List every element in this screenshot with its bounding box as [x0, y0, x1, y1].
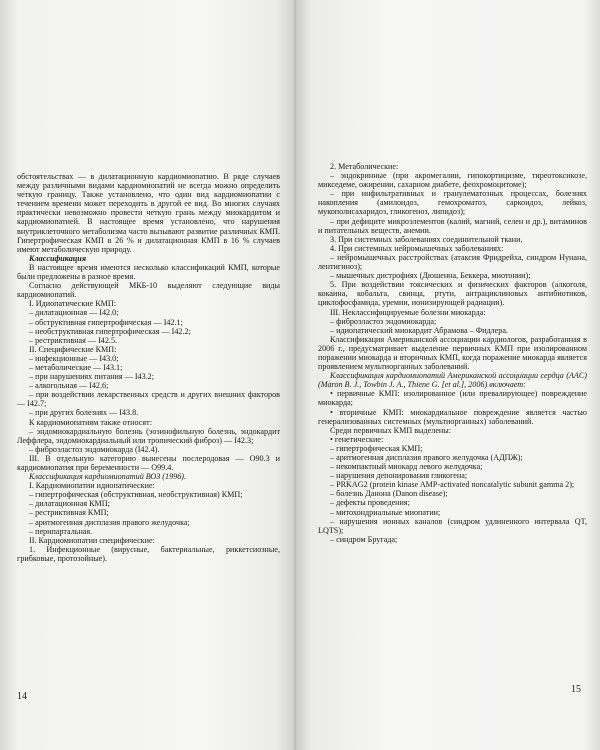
list-item: – фиброэластоз эндомиокарда (I42.4). [29, 444, 160, 454]
list-item: 5. При воздействии токсических и физических факторов (алкоголя, кокаина, кобальта, свинца, ртути, антрациклиновых антибиотиков, циклофосфамида, уремии, ионизирующей радиации). [318, 280, 587, 308]
list-item: – аритмогенная дисплазия правого желудочка (АДПЖ); [330, 453, 523, 462]
list-item: – необструктивная гипертрофическая — I42.2; [29, 326, 191, 336]
left-page [0, 0, 296, 750]
list-item: II. Кардиомиопатии специфические: [29, 535, 155, 545]
list-item: – дилатационная — I42.0; [29, 308, 119, 318]
list-item: • вторичные КМП: миокардиальное повреждение является частью генерализованных системных (мультиорганных) заболеваний. [318, 407, 587, 426]
list-item: – PRKAG2 (protein kinase AMP-activated noncatalytic subunit gamma 2); [330, 480, 575, 490]
list-item: – рестриктивная КМП; [29, 508, 109, 518]
list-item: – гипертрофическая КМП; [330, 443, 423, 453]
list-item: – при нарушениях питания — I43.2; [29, 372, 155, 382]
list-item: 1. Инфекционные (вирусные, бактериальные, риккетсиозные, грибковые, протозойные). [17, 544, 280, 563]
list-item: – дефекты проведения; [330, 498, 410, 508]
list-item: • генетические: [330, 434, 384, 444]
list-item: – эндокринные (при акромегалии, гипокортицизме, тиреотоксикозе, микседеме, ожирении, сахарном диабете, феохромоцитоме); [318, 171, 587, 190]
section-heading: Классификация [29, 253, 87, 263]
intro-paragraph: обстоятельствах — в дилатационную кардиомиопатию. В ряде случаев между различными видами кардиомиопатий не всегда можно определить четкую границу. Также установлено, что один вид кардиомиопатии с течением времени может переходить в другой ее вид. Во многих случаях практически невозможно провести четкую грань между миокардитом и кардиомиопатией. В настоящее время установлено, что нарушения внутриклеточного метаболизма часто вызывают развитие различных КМП. Гипертрофическая КМП в 26 % и дилатационная КМП в 16 % случаев имеют метаболическую природу. [17, 172, 280, 254]
list-item: – при воздействии лекарственных средств и других внешних факторов — I42.7; [17, 390, 280, 409]
list-item: – болезнь Данона (Danon disease); [330, 489, 448, 499]
page-number: 14 [17, 691, 27, 702]
page-number: 15 [571, 684, 581, 695]
list-item: – нарушения ионных каналов (синдром удлиненного интервала QT, LQTS); [318, 516, 587, 535]
paragraph: Классификация Американской ассоциации кардиологов, разработанная в 2006 г., предусматривает выделение первичных КМП при изолированном поражении миокарда и вторичных КМП, когда поражение миокарда является проявлением мультиорганных заболеваний. [318, 334, 587, 372]
list-item: Среди первичных КМП выделены: [330, 425, 451, 435]
list-item: – инфекционные — I43.0; [29, 353, 119, 363]
list-item: • первичные КМП: изолированное (или превалирующее) повреждение миокарда; [318, 389, 587, 408]
list-item: – при инфильтративных и гранулематозных процессах, болезнях накопления (амилоидоз, гемохроматоз, саркоидоз, лейкоз, мукополисахаридоз, гликогеноз, липидоз); [318, 189, 587, 217]
list-item: – алкогольная — I42.6; [29, 381, 109, 391]
paragraph: Согласно действующей МКБ-10 выделяют следующие виды кардиомиопатий. [17, 281, 280, 300]
list-item: III. Неклассифицируемые болезни миокарда: [330, 307, 486, 317]
list-item: – метаболические — I43.1; [29, 362, 123, 372]
list-item: – мышечных дистрофиях (Дюшенна, Беккера, миотонии); [330, 271, 531, 281]
list-item: К кардиомиопатиям также относят: [29, 417, 152, 427]
list-item: – синдром Бругада; [330, 534, 398, 544]
list-item: I. Идиопатические КМП: [29, 299, 117, 309]
list-item: II. Специфические КМП: [29, 344, 117, 354]
list-item: – эндомиокардиальную болезнь (эозинофильную болезнь, эндокардит Леффлера, эндомиокардиальный или тропический фиброз) — I42.3; [17, 426, 280, 445]
list-item: – идиопатический миокардит Абрамова – Фидлера. [330, 325, 508, 335]
list-item: 2. Метаболические: [330, 162, 399, 171]
paragraph: В настоящее время имеются несколько классификаций КМП, которые были предложены в разное время. [17, 262, 280, 282]
list-item: – некомпактный миокард левого желудочка; [330, 462, 483, 472]
list-item: – фиброэластоз эндомиокарда; [330, 316, 437, 326]
classification-caption: Классификация кардиомиопатий ВОЗ (1996). [29, 472, 186, 482]
list-item: I. Кардиомиопатии идиопатические: [29, 481, 155, 491]
list-item: – обструктивная гипертрофическая — I42.1; [29, 317, 183, 327]
list-item: III. В отдельную категорию вынесены послеродовая — O90.3 и кардиомиопатия при беременности — O99.4. [17, 453, 280, 472]
right-page [296, 0, 600, 750]
list-item: – гипертрофическая (обструктивная, необструктивная) КМП; [29, 490, 243, 500]
list-item: – митохондриальные миопатии; [330, 507, 441, 517]
list-item: – при дефиците микроэлементов (калий, магний, селен и др.), витаминов и питательных веществ, анемии. [318, 216, 587, 235]
list-item: – аритмогенная дисплазия правого желудочка; [29, 517, 190, 527]
list-item: – рестриктивная — I42.5. [29, 335, 118, 345]
list-item: – дилатационная КМП; [29, 499, 110, 509]
list-item: – нейромышечных расстройствах (атаксия Фридрейха, синдром Нунана, лентигиноз); [318, 252, 587, 272]
list-item: – нарушения депонирования гликогена; [330, 471, 468, 481]
list-item: 3. При системных заболеваниях соединительной ткани. [330, 234, 523, 244]
right-page-text [318, 162, 587, 544]
list-item: – перипартальная. [29, 526, 93, 536]
list-item: – при других болезнях — I43.8. [29, 408, 139, 418]
left-page-text [17, 172, 280, 563]
list-item: 4. При системных нейромышечных заболеваниях: [330, 243, 504, 253]
classification-caption: Классификация кардиомиопатий Американской ассоциации сердца (AAC) (Maron B. J., Towbin J. A., Thiene G. [et al.], 2006) включает: [318, 371, 587, 390]
